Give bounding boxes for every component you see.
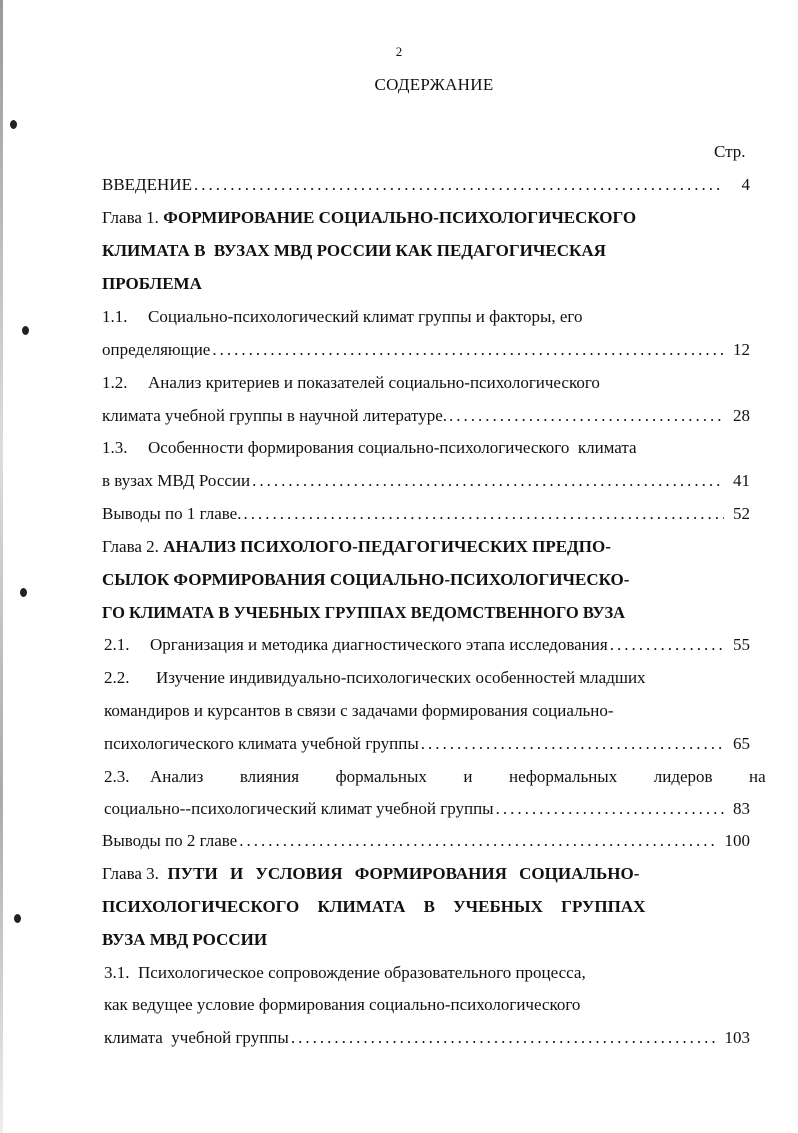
section-number: 2.2. [104, 668, 130, 687]
entry-text: Выводы по 1 главе. [102, 504, 242, 523]
chapter-2-heading-cont [102, 601, 750, 625]
entry-text: как ведущее условие формирования социально-психологического [104, 995, 581, 1014]
leader-dots [239, 829, 718, 853]
scan-speck [20, 588, 27, 597]
leader-dots [421, 732, 724, 756]
chapter-3-heading-cont [102, 895, 698, 919]
chapter-1-heading [102, 206, 750, 230]
chapter-1-heading-cont [102, 239, 750, 263]
entry-page: 12 [733, 340, 750, 359]
toc-entry-2-2-cont [104, 732, 750, 756]
toc-entry-2-3 [104, 765, 766, 789]
toc-entry-3-1 [104, 961, 750, 985]
entry-page: 4 [741, 175, 750, 194]
entry-text: ВВЕДЕНИЕ [102, 175, 192, 194]
toc-entry-1-1-cont [102, 338, 750, 362]
entry-page: 41 [733, 471, 750, 490]
entry-text: климата учебной группы [104, 1028, 289, 1047]
leader-dots [212, 338, 724, 362]
scan-edge [0, 0, 3, 1133]
chapter-title-line: ФОРМИРОВАНИЕ СОЦИАЛЬНО-ПСИХОЛОГИЧЕСКОГО [163, 208, 637, 227]
entry-page: 83 [733, 799, 750, 818]
leader-dots [291, 1026, 719, 1050]
entry-text: Социально-психологический климат группы и факторы, его [148, 307, 583, 326]
entry-text: Психологическое сопровождение образовательного процесса, [138, 963, 586, 982]
toc-entry-2-2 [104, 666, 750, 690]
leader-dots [252, 469, 724, 493]
chapter-2-heading-cont [102, 568, 750, 592]
chapter-title-line: АНАЛИЗ ПСИХОЛОГО-ПЕДАГОГИЧЕСКИХ ПРЕДПО- [163, 537, 611, 556]
chapter-title-line: ВУЗА МВД РОССИИ [102, 930, 268, 949]
toc-entry-1-2 [102, 371, 750, 395]
entry-text: климата учебной группы в научной литературе. [102, 406, 448, 425]
section-number: 1.2. [102, 373, 128, 392]
entry-text: психологического климата учебной группы [104, 734, 419, 753]
toc-entry-3-1-cont [104, 1026, 750, 1050]
toc-entry-2-1 [104, 633, 750, 657]
leader-dots [610, 633, 724, 657]
scan-speck [14, 914, 21, 923]
leader-dots [449, 404, 724, 428]
entry-page: 55 [733, 635, 750, 654]
entry-text: в вузах МВД России [102, 471, 251, 490]
entry-text: Анализ критериев и показателей социально-психологического [148, 373, 600, 392]
toc-entry-2-2-cont [104, 699, 750, 723]
toc-entry-1-3-cont [102, 469, 750, 493]
chapter-title-line: ГО КЛИМАТА В УЧЕБНЫХ ГРУППАХ ВЕДОМСТВЕННОГО ВУЗА [102, 603, 626, 622]
chapter-2-heading [102, 535, 750, 559]
leader-dots [243, 502, 724, 526]
section-number: 1.1. [102, 307, 128, 326]
section-number: 2.3. [104, 767, 130, 786]
section-number: 1.3. [102, 438, 128, 457]
entry-text: командиров и курсантов в связи с задачами формирования социально- [104, 701, 614, 720]
chapter-3-heading [102, 862, 698, 886]
toc-entry-1-2-cont [102, 404, 750, 428]
entry-page: 100 [724, 831, 750, 850]
scan-speck [22, 326, 29, 335]
toc-entry-1-3 [102, 436, 750, 460]
section-number: 2.1. [104, 635, 130, 654]
page-column-label: Стр. [714, 142, 746, 161]
page-number: 2 [395, 44, 403, 59]
entry-text: определяющие [102, 340, 211, 359]
chapter-1-heading-cont [102, 272, 750, 296]
entry-page: 28 [733, 406, 750, 425]
scan-speck [10, 120, 17, 129]
toc-entry-3-1-cont [104, 993, 750, 1017]
chapter-prefix: Глава 3. [102, 864, 159, 883]
chapter-title-line: ПРОБЛЕМА [102, 274, 202, 293]
toc-entry-2-3-cont [104, 797, 750, 821]
entry-page: 65 [733, 734, 750, 753]
section-number: 3.1. [104, 963, 130, 982]
toc-entry-1-1 [102, 305, 750, 329]
entry-page: 103 [724, 1028, 750, 1047]
entry-text: Особенности формирования социально-психологического климата [148, 438, 637, 457]
entry-page: 52 [733, 504, 750, 523]
entry-text: Изучение индивидуально-психологических особенностей младших [156, 668, 646, 687]
chapter-prefix: Глава 1. [102, 208, 159, 227]
chapter-title-line: ПУТИ И УСЛОВИЯ ФОРМИРОВАНИЯ СОЦИАЛЬНО- [167, 864, 640, 883]
toc-entry-intro [102, 173, 750, 197]
entry-text: социально--психологический климат учебной группы [104, 799, 494, 818]
chapter-3-heading-cont [102, 928, 750, 952]
toc-entry-ch2-conclusions [102, 829, 750, 853]
chapter-prefix: Глава 2. [102, 537, 159, 556]
toc-entry-ch1-conclusions [102, 502, 750, 526]
chapter-title-line: СЫЛОК ФОРМИРОВАНИЯ СОЦИАЛЬНО-ПСИХОЛОГИЧЕСКО- [102, 570, 630, 589]
entry-text: Анализ влияния формальных и неформальных лидеров на [150, 767, 766, 786]
entry-text: Выводы по 2 главе [102, 831, 238, 850]
chapter-title-line: ПСИХОЛОГИЧЕСКОГО КЛИМАТА В УЧЕБНЫХ ГРУППАХ [102, 897, 646, 916]
leader-dots [496, 797, 724, 821]
entry-text: Организация и методика диагностического этапа исследования [150, 635, 608, 654]
page-title: СОДЕРЖАНИЕ [374, 75, 494, 94]
leader-dots [194, 173, 724, 197]
chapter-title-line: КЛИМАТА В ВУЗАХ МВД РОССИИ КАК ПЕДАГОГИЧЕСКАЯ [102, 241, 606, 260]
